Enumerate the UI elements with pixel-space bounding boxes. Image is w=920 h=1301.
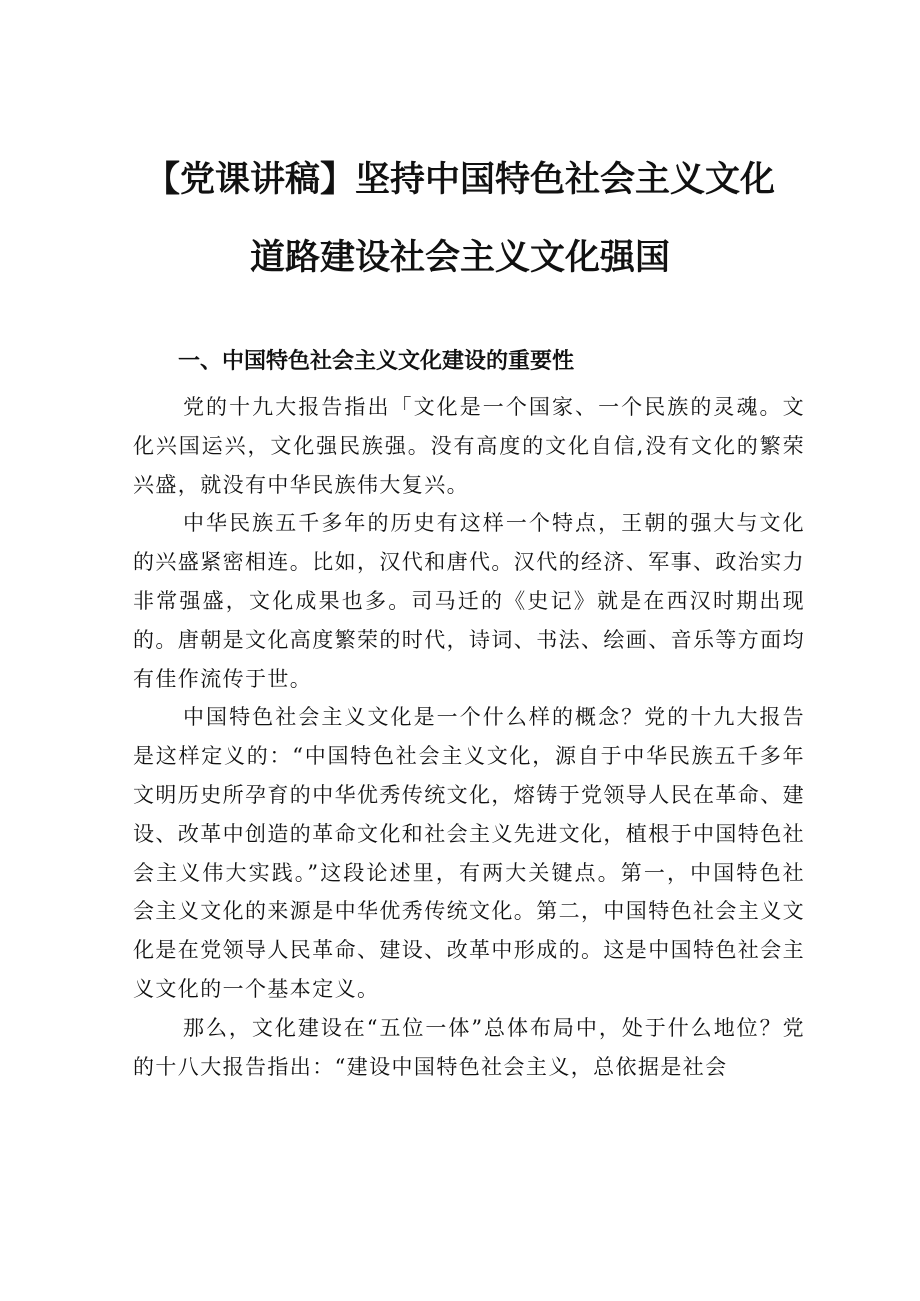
document-title-line-1: 【党课讲稿】坚持中国特色社会主义文化 <box>144 160 775 200</box>
document-title-line-2: 道路建设社会主义文化强国 <box>249 238 670 278</box>
section-heading: 一、中国特色社会主义文化建设的重要性 <box>178 349 575 374</box>
paragraph-4: 那么，文化建设在“五位一体”总体布局中，处于什么地位？党的十八大报告指出：“建设中国特色社会主义，总依据是社会 <box>133 1015 805 1079</box>
document-body <box>133 388 805 1086</box>
paragraph-2: 中华民族五千多年的历史有这样一个特点，王朝的强大与文化的兴盛紧密相连。比如，汉代和唐代。汉代的经济、军事、政治实力非常强盛，文化成果也多。司马迁的《史记》就是在西汉时期出现的。唐朝是文化高度繁荣的时代，诗词、书法、绘画、音乐等方面均有佳作流传于世。 <box>133 511 805 691</box>
paragraph-1: 党的十九大报告指出「文化是一个国家、一个民族的灵魂。文化兴国运兴，文化强民族强。没有高度的文化自信,没有文化的繁荣兴盛，就没有中华民族伟大复兴。 <box>133 395 805 497</box>
paragraph-3: 中国特色社会主义文化是一个什么样的概念？党的十九大报告是这样定义的：“中国特色社会主义文化，源自于中华民族五千多年文明历史所孕育的中华优秀传统文化，熔铸于党领导人民在革命、建设、改革中创造的革命文化和社会主义先进文化，植根于中国特色社会主义伟大实践。”这段论述里，有两大关键点。第一，中国特色社会主义文化的来源是中华优秀传统文化。第二，中国特色社会主义文化是在党领导人民革命、建设、改革中形成的。这是中国特色社会主义文化的一个基本定义。 <box>133 705 805 1001</box>
